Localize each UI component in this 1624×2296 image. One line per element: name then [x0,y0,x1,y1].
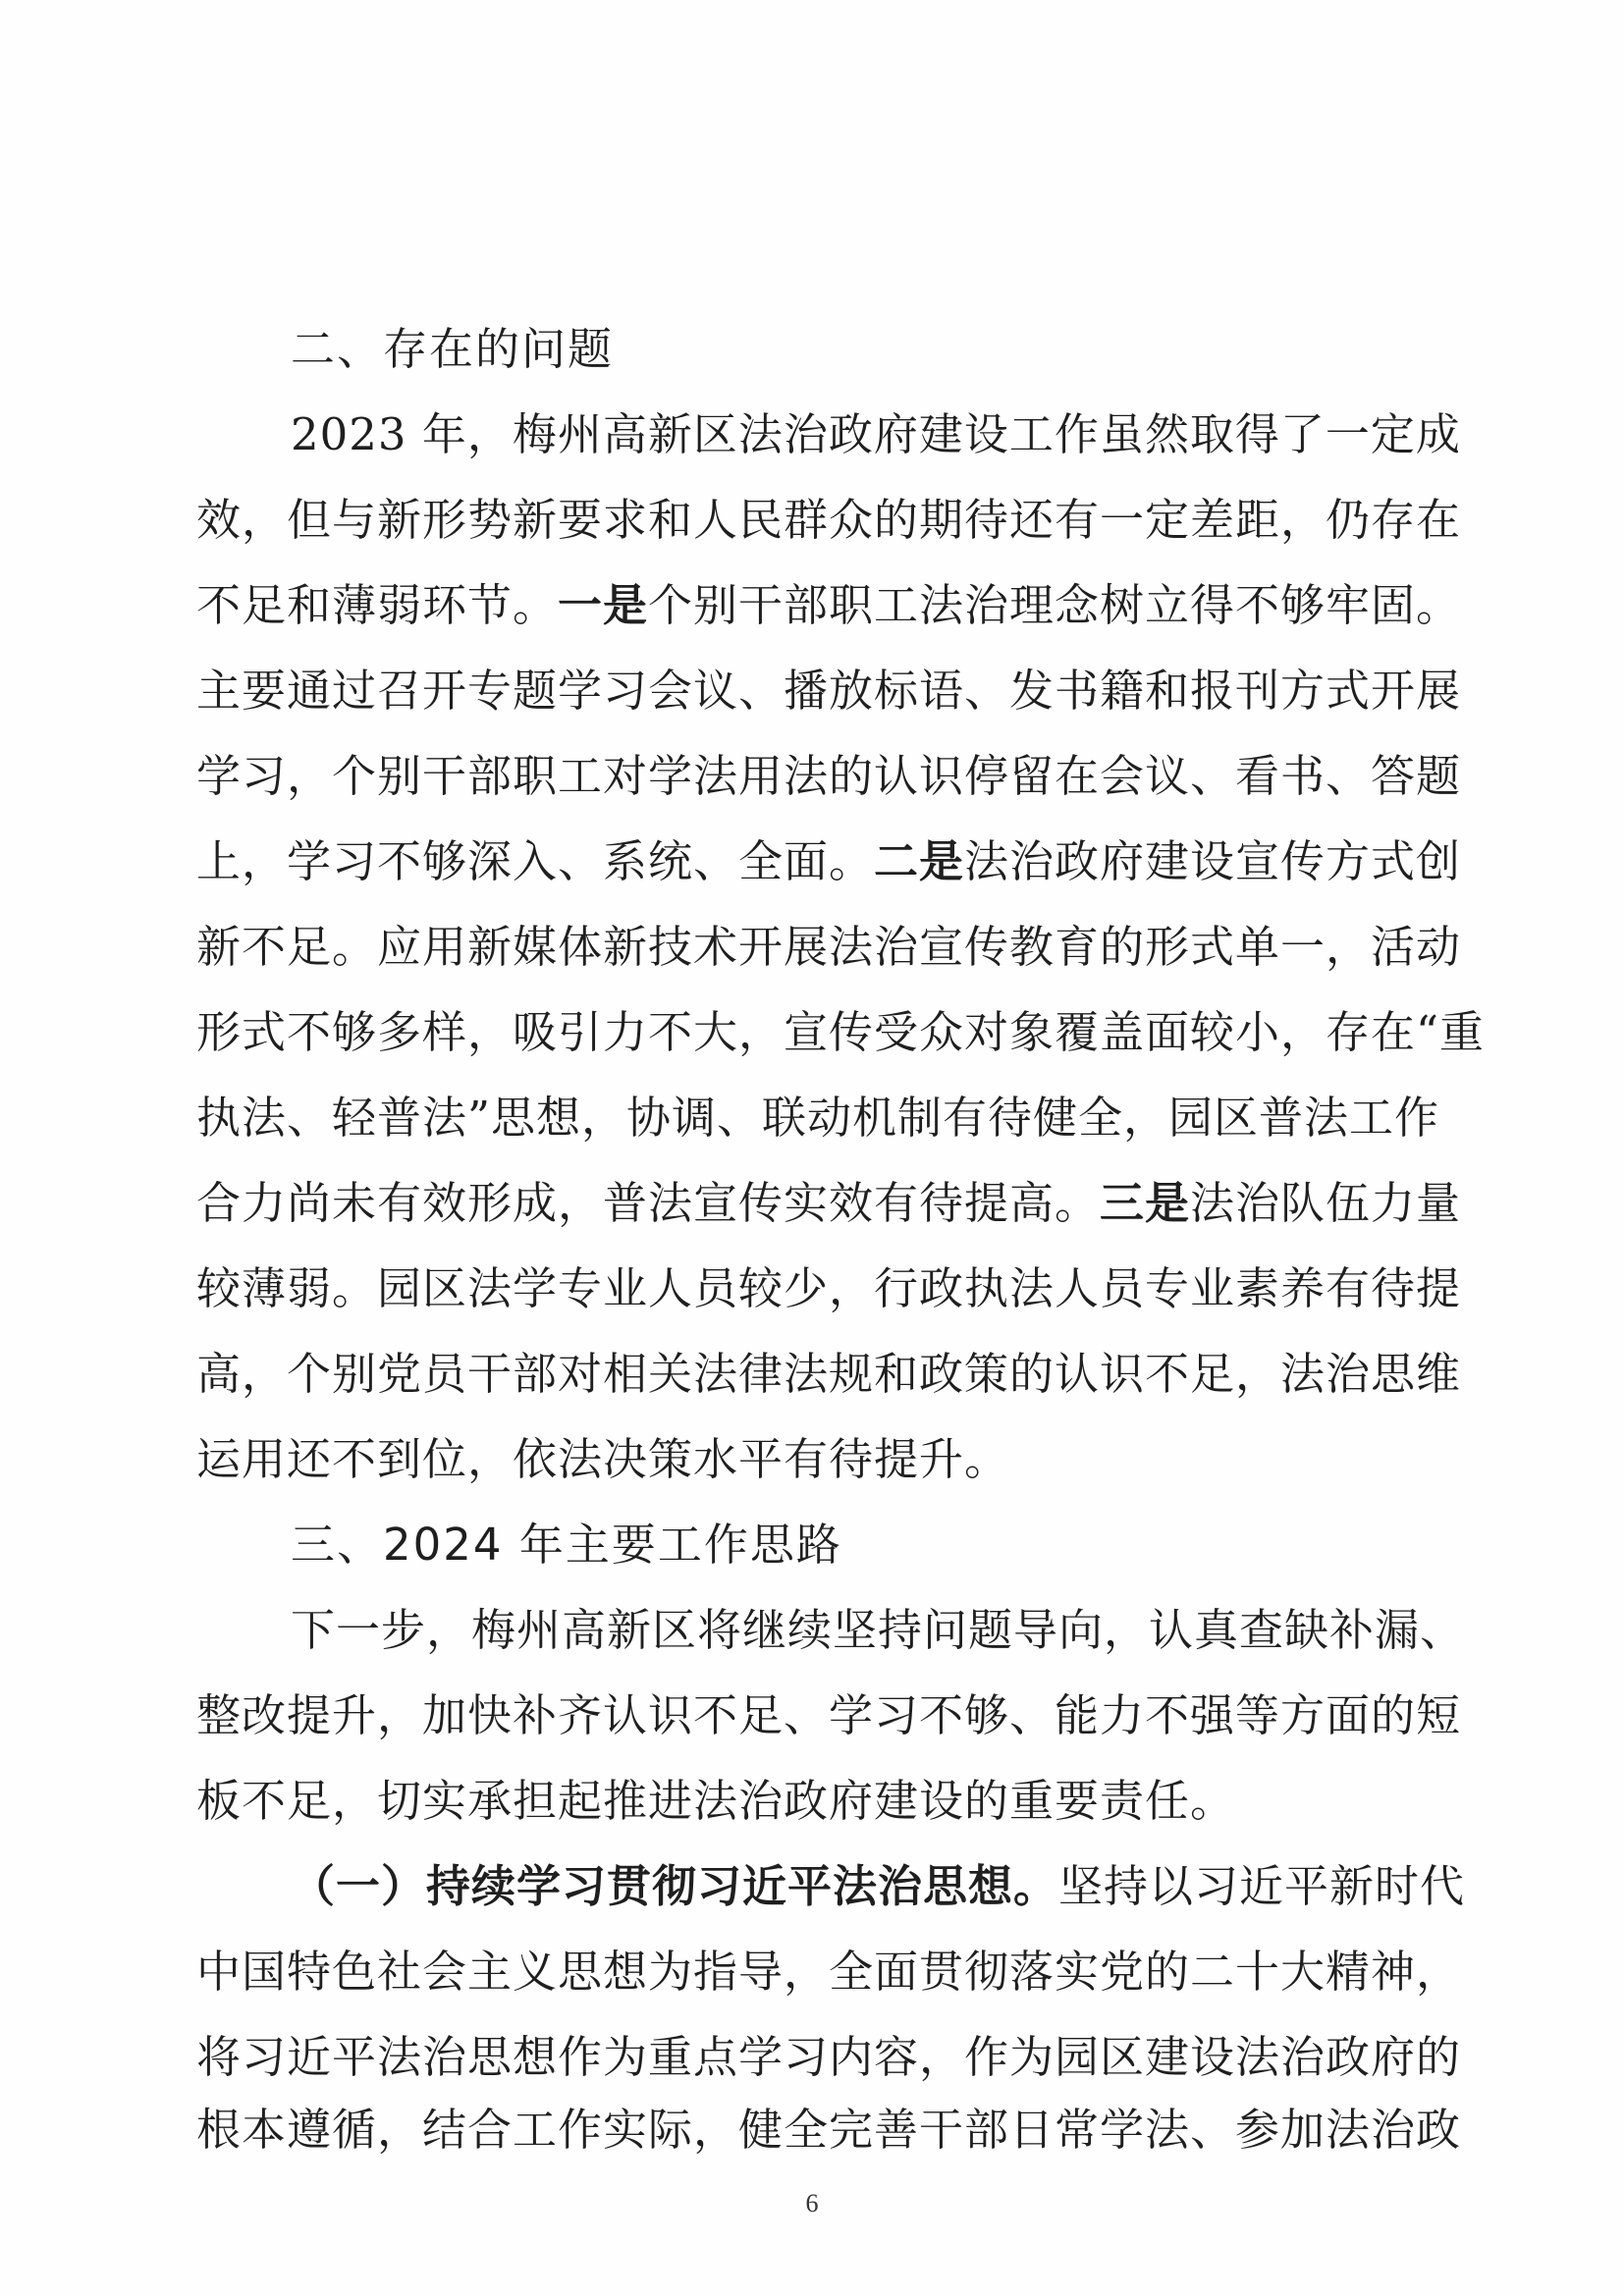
text-span: 法治政府建设宣传方式创 [964,835,1462,887]
emphasis-label: 一是 [558,579,649,631]
paragraph-line: 主要通过召开专题学习会议、播放标语、发书籍和报刊方式开展 [196,665,1462,717]
section-heading-plans: 三、2024 年主要工作思路 [291,1519,842,1571]
text-span: 合力尚未有效形成，普法宣传实效有待提高。 [196,1177,1101,1229]
paragraph-line [196,1174,1462,1233]
emphasis-label: 三是 [1100,1177,1191,1229]
paragraph-line: 效，但与新形势新要求和人民群众的期待还有一定差距，仍存在 [196,494,1462,546]
paragraph-line: 将习近平法治思想作为重点学习内容，作为园区建设法治政府的 [196,2031,1462,2083]
emphasis-label: 二是 [874,835,965,887]
paragraph-line: 根本遵循，结合工作实际，健全完善干部日常学法、参加法治政 [196,2104,1462,2156]
text-span: 法治队伍力量 [1190,1177,1462,1229]
paragraph-line: 下一步，梅州高新区将继续坚持问题导向，认真查缺补漏、 [291,1604,1466,1656]
paragraph-line: 高，个别党员干部对相关法律法规和政策的认识不足，法治思维 [196,1348,1462,1400]
paragraph-line: 板不足，切实承担起推进法治政府建设的重要责任。 [196,1775,1236,1827]
paragraph-line [196,832,1462,891]
paragraph-line [196,576,1462,635]
text-span: 不足和薄弱环节。 [196,579,559,631]
paragraph-line [291,1857,1466,1916]
text-span: 上，学习不够深入、系统、全面。 [196,835,875,887]
paragraph-line: 执法、轻普法”思想，协调、联动机制有待健全，园区普法工作 [196,1092,1440,1144]
paragraph-line: 2023 年，梅州高新区法治政府建设工作虽然取得了一定成 [291,408,1461,460]
page-number: 6 [805,2189,819,2217]
paragraph-line: 新不足。应用新媒体新技术开展法治宣传教育的形式单一，活动 [196,921,1462,973]
paragraph-line: 学习，个别干部职工对学法用法的认识停留在会议、看书、答题 [196,750,1462,802]
text-span: 坚持以习近平新时代 [1058,1860,1466,1912]
section-heading-problems: 二、存在的问题 [291,323,615,375]
text-span: 个别干部职工法治理念树立得不够牢固。 [648,579,1462,631]
paragraph-line: 整改提升，加快补齐认识不足、学习不够、能力不强等方面的短 [196,1689,1462,1741]
paragraph-line: 中国特色社会主义思想为指导，全面贯彻落实党的二十大精神， [196,1946,1462,1998]
subsection-title: （一）持续学习贯彻习近平法治思想。 [291,1860,1059,1912]
paragraph-line: 形式不够多样，吸引力不大，宣传受众对象覆盖面较小，存在“重 [196,1006,1486,1058]
paragraph-line: 运用还不到位，依法决策水平有待提升。 [196,1433,1010,1485]
paragraph-line: 较薄弱。园区法学专业人员较少，行政执法人员专业素养有待提 [196,1262,1462,1314]
